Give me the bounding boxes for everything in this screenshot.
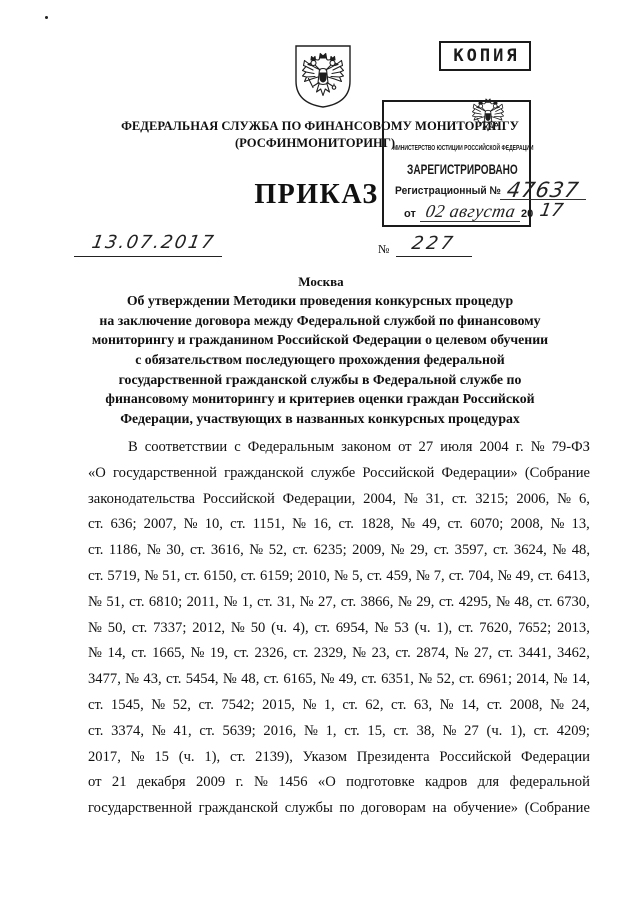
body-line	[88, 667, 590, 693]
body-word: 704,	[468, 567, 494, 584]
stamp-date-underline	[420, 221, 520, 222]
body-word: 3374,	[111, 722, 144, 739]
body-word: 79-ФЗ	[551, 439, 590, 455]
body-word: 52,	[172, 696, 191, 713]
body-word: №	[146, 542, 161, 559]
body-word: №	[151, 722, 166, 739]
body-line	[88, 641, 590, 667]
body-word: законодательства	[88, 490, 195, 507]
body-word: №	[418, 671, 433, 688]
body-word: №	[497, 567, 512, 584]
body-word: 49,	[515, 567, 534, 584]
body-word: 7,	[433, 567, 445, 584]
body-word: 1665,	[152, 645, 185, 662]
body-word: 15,	[367, 722, 386, 739]
body-word: 53	[394, 619, 409, 636]
body-word: июля	[440, 439, 473, 455]
body-word: №	[130, 748, 145, 765]
body-word: 2009	[195, 774, 226, 791]
body-word: ст.	[344, 722, 360, 739]
body-word: Российской	[362, 464, 435, 481]
body-word: 2006,	[516, 490, 550, 507]
body-word: 41,	[173, 722, 192, 739]
body-word: 1186,	[108, 542, 142, 559]
body-word: 2008,	[509, 696, 543, 713]
body-word: 1151,	[252, 516, 285, 533]
agency-name: ФЕДЕРАЛЬНАЯ СЛУЖБА ПО ФИНАНСОВОМУ МОНИТОРИНГУ	[121, 119, 519, 133]
body-word: 5639;	[222, 722, 256, 739]
body-word: 3624,	[513, 542, 547, 559]
body-word: 49,	[338, 671, 358, 688]
body-word: ст.	[129, 593, 145, 610]
body-word: №	[374, 619, 389, 636]
body-word: на	[432, 800, 447, 817]
order-date-underline	[74, 256, 222, 257]
body-word: 49,	[422, 516, 441, 533]
body-word: г.	[235, 774, 244, 791]
body-word: Федерации,	[282, 490, 356, 507]
body-line	[88, 512, 590, 538]
body-word: ст.	[395, 645, 411, 662]
body-line	[88, 461, 590, 487]
body-word: «О	[317, 774, 336, 791]
body-word: договорам	[361, 800, 426, 817]
body-word: 27,	[474, 645, 493, 662]
title-line: финансовому мониторингу и критериев оценки граждан Российской	[105, 391, 535, 407]
body-word: 5719,	[107, 567, 141, 584]
body-word: с	[234, 439, 241, 455]
body-word: ст.	[88, 567, 104, 584]
body-word: 6070;	[470, 516, 504, 533]
body-word: ст.	[361, 671, 377, 688]
scan-speck	[45, 16, 48, 19]
body-word: 636;	[110, 516, 137, 533]
body-word: 6351,	[381, 671, 414, 688]
body-word: 48,	[241, 671, 260, 688]
body-word: ст.	[229, 748, 246, 765]
body-word: 13,	[571, 516, 590, 533]
body-word: 10,	[204, 516, 223, 533]
title-line: Федерации, участвующих в названных конкурсных процедурах	[120, 411, 520, 427]
body-word: 21	[111, 774, 127, 791]
body-word: 2008,	[510, 516, 544, 533]
body-word: 4295,	[458, 593, 492, 610]
body-word: 27	[464, 722, 479, 739]
body-word: ст.	[342, 696, 358, 713]
coat-of-arms-icon	[468, 97, 508, 135]
body-word: 27,	[318, 593, 337, 610]
body-word: 14,	[461, 696, 480, 713]
body-word: 3215;	[475, 490, 509, 507]
body-word: №	[439, 696, 454, 713]
order-number: 227	[410, 233, 458, 254]
body-word: 19,	[209, 645, 229, 662]
body-word: ст.	[451, 490, 468, 507]
body-word: 51,	[162, 567, 181, 584]
body-word: по	[339, 800, 355, 817]
body-word: 3597,	[454, 542, 488, 559]
body-word: В	[128, 439, 138, 455]
body-word: 2004	[479, 439, 509, 455]
body-word: №	[557, 490, 572, 507]
body-word: №	[88, 645, 102, 662]
title-line: Об утверждении Методики проведения конкурсных процедур	[126, 293, 514, 308]
body-word: 16,	[313, 516, 332, 533]
body-word: Российской	[439, 748, 512, 765]
body-word: ст.	[459, 671, 475, 688]
body-text	[88, 435, 590, 822]
body-word: №	[442, 722, 457, 739]
registration-stamp	[382, 100, 582, 227]
stamp-ministry: МИНИСТЕРСТВО ЮСТИЦИИ РОССИЙСКОЙ ФЕДЕРАЦИИ	[393, 143, 534, 152]
body-word: 459,	[386, 567, 412, 584]
body-word: ст.	[338, 516, 354, 533]
body-word: для	[477, 774, 500, 791]
body-line	[88, 538, 590, 564]
body-line	[88, 564, 590, 590]
body-word: 6961;	[478, 671, 512, 688]
body-word: 29,	[409, 542, 429, 559]
stamp-date-label: от	[404, 208, 416, 220]
body-word: №	[292, 516, 307, 533]
body-word: 2329,	[313, 645, 347, 662]
body-word: ст.	[493, 542, 509, 559]
body-word: 24,	[571, 696, 590, 713]
title-line: мониторингу и гражданином Российской Федерации о целевом обучении	[91, 332, 549, 348]
body-word: №	[190, 645, 205, 662]
body-word: (ч.	[414, 619, 431, 636]
body-word: 1456	[278, 774, 308, 791]
body-word: соответствии	[144, 439, 228, 455]
body-word: 27	[418, 439, 434, 455]
body-word: №	[403, 490, 418, 507]
agency-short-name: (РОСФИНМОНИТОРИНГ)	[234, 136, 396, 150]
body-word: ст.	[390, 696, 407, 713]
body-word: 38,	[416, 722, 435, 739]
body-word: №	[303, 722, 318, 739]
body-word: ст.	[198, 696, 214, 713]
body-word: 14,	[571, 671, 590, 688]
body-word: 50	[250, 619, 266, 636]
body-word: гражданской	[198, 800, 279, 817]
body-word: 51,	[106, 593, 125, 610]
body-word: ст.	[189, 542, 206, 559]
body-word: №	[151, 696, 166, 713]
body-word: №	[299, 593, 314, 610]
body-word: ст.	[447, 516, 463, 533]
body-word: 1),	[510, 722, 526, 739]
body-word: ст.	[433, 542, 450, 559]
body-word: 2014,	[516, 671, 550, 688]
order-date: 13.07.2017	[90, 232, 217, 253]
body-word: 5454,	[185, 671, 219, 688]
body-word: 1828,	[361, 516, 394, 533]
body-word: (ч.	[271, 619, 287, 636]
body-word: государственной	[88, 800, 193, 817]
body-word: №	[88, 593, 102, 610]
body-word: ст.	[438, 593, 455, 610]
body-word: №	[496, 593, 510, 610]
body-word: 48,	[514, 593, 533, 610]
body-word: подготовке	[346, 774, 415, 791]
body-word: №	[352, 645, 367, 662]
body-word: гражданской	[224, 464, 304, 481]
body-word: 2017,	[88, 748, 121, 765]
stamp-registration-number: 47637	[505, 178, 582, 202]
body-word: (ч.	[178, 748, 195, 765]
body-word: 2139),	[255, 748, 293, 765]
body-word: 2010,	[297, 567, 331, 584]
body-word: ст.	[233, 645, 250, 662]
body-word: 6413,	[557, 567, 590, 584]
body-word: 6235;	[313, 542, 347, 559]
body-word: ст.	[486, 696, 503, 713]
body-line	[88, 770, 590, 796]
body-word: 48,	[571, 542, 590, 559]
body-word: 1),	[436, 619, 453, 636]
body-word: 5,	[351, 567, 363, 584]
body-word: 2011,	[186, 593, 219, 610]
body-word: 4209;	[556, 722, 590, 739]
body-word: 2874,	[416, 645, 450, 662]
body-word: ст.	[458, 619, 474, 636]
body-word: ст.	[263, 671, 280, 688]
order-number-underline	[396, 256, 472, 257]
body-word: 6159;	[259, 567, 294, 584]
body-word: 50,	[107, 619, 127, 636]
body-word: №	[397, 593, 412, 610]
body-word: ст.	[165, 671, 182, 688]
body-word: 30,	[166, 542, 185, 559]
body-word: 2004,	[363, 490, 396, 507]
body-word: №	[334, 567, 348, 584]
title-line: государственной гражданской службы в Федеральной службе по	[118, 371, 522, 387]
body-word: 23,	[371, 645, 390, 662]
body-word: обучение»	[453, 800, 519, 817]
body-word: №	[222, 671, 237, 688]
body-word: №	[144, 567, 159, 584]
body-word: ст.	[88, 516, 104, 533]
body-word: 52,	[268, 542, 287, 559]
order-number-label: №	[378, 242, 390, 256]
body-word: 63,	[413, 696, 433, 713]
body-word: ст.	[533, 722, 549, 739]
body-word: 31,	[276, 593, 296, 610]
body-word: г.	[515, 439, 524, 455]
body-line	[88, 616, 590, 642]
body-word: №	[302, 696, 317, 713]
body-word: 1,	[325, 722, 337, 739]
body-word: №	[88, 619, 102, 636]
stamp-year-handwritten: 17	[538, 200, 565, 221]
body-word: Федерации»	[441, 464, 518, 481]
body-word: 62,	[365, 696, 384, 713]
body-word: №	[550, 516, 565, 533]
body-word: №	[230, 619, 245, 636]
body-word: ст.	[257, 593, 273, 610]
body-word: ст.	[366, 567, 383, 584]
body-word: №	[183, 516, 198, 533]
body-word: 7620,	[479, 619, 513, 636]
body-word: ст.	[448, 567, 465, 584]
body-word: ст.	[131, 619, 148, 636]
body-word: государственной	[112, 464, 217, 481]
title-line: с обязательством последующего прохождения федеральной	[135, 352, 505, 368]
body-word: ст.	[184, 567, 200, 584]
body-word: 14,	[107, 645, 126, 662]
body-word: №	[390, 542, 405, 559]
body-line	[88, 745, 590, 771]
body-word: службы	[284, 800, 333, 817]
body-word: 1),	[204, 748, 221, 765]
body-word: ст.	[88, 542, 104, 559]
body-line	[88, 693, 590, 719]
body-word: ст.	[314, 619, 330, 636]
body-word: 2016,	[263, 722, 297, 739]
body-word: 1,	[323, 696, 335, 713]
body-word: 3441,	[518, 645, 552, 662]
body-word: 6810;	[148, 593, 183, 610]
body-word: Федерации	[521, 748, 590, 765]
body-word: ст.	[88, 696, 104, 713]
body-word: 2326,	[254, 645, 288, 662]
body-word: №	[253, 774, 268, 791]
body-word: №	[550, 696, 565, 713]
body-word: 6,	[578, 490, 590, 507]
body-word: ст.	[537, 593, 553, 610]
body-word: 3866,	[360, 593, 394, 610]
body-line	[88, 435, 590, 461]
body-word: ст.	[497, 645, 514, 662]
body-word: 3616,	[210, 542, 244, 559]
body-word: 6954,	[335, 619, 369, 636]
body-word: 6730,	[556, 593, 590, 610]
body-line	[88, 719, 590, 745]
body-word: (ч.	[486, 722, 503, 739]
body-word: №	[552, 542, 567, 559]
document-type: ПРИКАЗ	[254, 179, 379, 210]
body-word: №	[401, 516, 416, 533]
title-line: на заключение договора между Федеральной службой по финансовому	[99, 312, 541, 328]
body-word: от	[398, 439, 412, 455]
body-word: от	[88, 774, 102, 791]
body-word: 6150,	[203, 567, 237, 584]
body-word: Российской	[202, 490, 275, 507]
body-word: 2015,	[262, 696, 295, 713]
body-word: ст.	[88, 722, 104, 739]
body-word: «О	[88, 464, 106, 481]
body-word: ст.	[537, 567, 554, 584]
body-word: 43,	[143, 671, 162, 688]
body-word: №	[530, 439, 545, 455]
copy-stamp: КОПИЯ	[439, 41, 531, 71]
body-word: декабря	[136, 774, 186, 791]
body-word: ст.	[292, 542, 308, 559]
stamp-year-printed: 20	[521, 208, 534, 220]
body-word: №	[320, 671, 335, 688]
body-word: ст.	[199, 722, 215, 739]
body-word: ст.	[340, 593, 357, 610]
body-word: 2007,	[143, 516, 177, 533]
body-word: Президента	[356, 748, 430, 765]
coat-of-arms-icon	[292, 43, 354, 109]
body-word: 2013,	[557, 619, 590, 636]
body-word: ст.	[393, 722, 409, 739]
body-word: №	[415, 567, 430, 584]
order-title	[0, 291, 640, 429]
body-word: ст.	[131, 645, 147, 662]
body-word: 15	[154, 748, 169, 765]
body-word: №	[125, 671, 140, 688]
body-word: 29,	[416, 593, 435, 610]
body-word: 3477,	[88, 671, 121, 688]
body-word: службе	[310, 464, 356, 481]
body-word: 52,	[436, 671, 455, 688]
body-line	[88, 590, 590, 616]
body-word: №	[249, 542, 264, 559]
body-word: 2012,	[192, 619, 226, 636]
stamp-status: ЗАРЕГИСТРИРОВАНО	[407, 161, 518, 177]
body-word: №	[553, 671, 568, 688]
body-line	[88, 487, 590, 513]
body-word: №	[223, 593, 238, 610]
city: Москва	[298, 274, 344, 289]
body-word: 4),	[292, 619, 309, 636]
body-word: (Собрание	[524, 800, 590, 817]
body-word: Указом	[302, 748, 347, 765]
body-word: ст.	[240, 567, 256, 584]
body-word: 7542;	[221, 696, 255, 713]
body-word: законом	[341, 439, 392, 455]
stamp-number-label: Регистрационный №	[395, 185, 501, 197]
body-line	[88, 796, 590, 822]
body-word: федеральной	[509, 774, 590, 791]
body-word: 1,	[241, 593, 253, 610]
body-word: ст.	[230, 516, 246, 533]
body-word: Федеральным	[247, 439, 335, 455]
body-word: 7337;	[153, 619, 187, 636]
body-word: 6165,	[283, 671, 317, 688]
body-word: (Собрание	[524, 464, 590, 481]
stamp-date-day-month: 02 августа	[424, 201, 518, 221]
body-word: ст.	[292, 645, 309, 662]
body-word: 1545,	[110, 696, 144, 713]
body-word: №	[454, 645, 469, 662]
body-word: 31,	[425, 490, 444, 507]
body-word: 7652;	[517, 619, 552, 636]
body-word: 3462,	[557, 645, 590, 662]
body-word: кадров	[425, 774, 468, 791]
body-word: 2009,	[352, 542, 385, 559]
